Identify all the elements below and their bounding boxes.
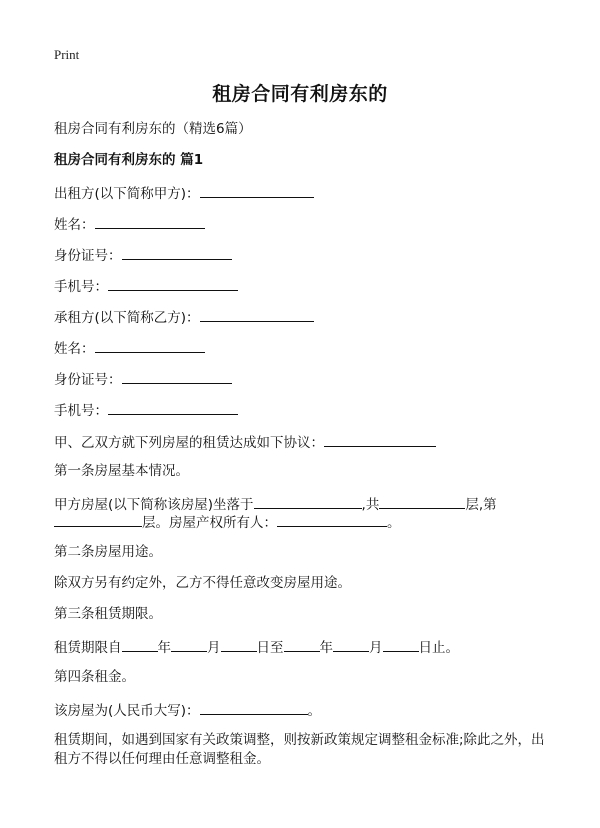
lessor-name-blank[interactable]: [95, 214, 205, 229]
start-month-blank[interactable]: [171, 637, 207, 652]
agreement-blank[interactable]: [324, 432, 436, 447]
lessor-id-line: [54, 245, 232, 265]
lessee-id-blank[interactable]: [122, 369, 232, 384]
lessee-id-label: 身份证号：: [54, 372, 122, 388]
article-4-heading: 第四条租金。: [54, 669, 135, 685]
term-to-label: 日至: [256, 640, 284, 656]
house-owner-label: 层。房屋产权所有人：: [142, 515, 277, 531]
house-owner-blank[interactable]: [277, 512, 387, 527]
article-1-heading: 第一条房屋基本情况。: [54, 463, 189, 479]
lessee-phone-label: 手机号：: [54, 403, 108, 419]
document-title: 租房合同有利房东的: [212, 83, 388, 105]
end-month-blank[interactable]: [333, 637, 369, 652]
house-floor-label: 层,第: [465, 497, 497, 513]
end-year-blank[interactable]: [284, 637, 320, 652]
term-start-label: 租赁期限自: [54, 640, 122, 656]
house-line-1: [54, 494, 497, 514]
lessor-phone-line: [54, 276, 238, 296]
lessee-name-line: [54, 338, 205, 358]
rent-end-mark: 。: [307, 703, 322, 719]
start-year-unit: 年: [157, 640, 171, 656]
house-location-label: 甲方房屋(以下简称该房屋)坐落于: [54, 497, 254, 513]
lessor-phone-blank[interactable]: [108, 276, 238, 291]
lessee-blank[interactable]: [200, 307, 314, 322]
end-year-unit: 年: [319, 640, 333, 656]
lessee-name-label: 姓名：: [54, 341, 95, 357]
lessor-name-label: 姓名：: [54, 217, 95, 233]
house-location-blank[interactable]: [254, 494, 362, 509]
lessor-id-blank[interactable]: [122, 245, 232, 260]
term-end-label: 日止。: [418, 640, 459, 656]
lessor-phone-label: 手机号：: [54, 279, 108, 295]
start-month-unit: 月: [207, 640, 221, 656]
agreement-text: 甲、乙双方就下列房屋的租赁达成如下协议：: [54, 435, 324, 451]
start-year-blank[interactable]: [122, 637, 158, 652]
rent-adjust-paragraph: 租赁期间，如遇到国家有关政策调整，则按新政策规定调整租金标准;除此之外，出租方不得以任何理由任意调整租金。: [54, 732, 545, 767]
document-subtitle: 租房合同有利房东的（精选6篇）: [54, 121, 252, 137]
article-3-heading: 第三条租赁期限。: [54, 606, 162, 622]
lessee-phone-blank[interactable]: [108, 400, 238, 415]
lessee-name-blank[interactable]: [95, 338, 205, 353]
term-line: [54, 637, 459, 657]
rent-label: 该房屋为(人民币大写)：: [54, 703, 200, 719]
lessor-label: 出租方(以下简称甲方)：: [54, 186, 200, 202]
end-month-unit: 月: [369, 640, 383, 656]
agreement-line: [54, 432, 436, 452]
section-heading: 租房合同有利房东的 篇1: [54, 152, 204, 168]
house-line-2: [54, 512, 401, 532]
lessee-line: [54, 307, 314, 327]
lessee-phone-line: [54, 400, 238, 420]
house-floor-blank[interactable]: [54, 512, 142, 527]
lessee-id-line: [54, 369, 232, 389]
end-day-blank[interactable]: [383, 637, 419, 652]
lessor-line: [54, 183, 314, 203]
lessee-label: 承租方(以下简称乙方)：: [54, 310, 200, 326]
house-total-label: ,共: [361, 497, 380, 513]
house-end-mark: 。: [387, 515, 401, 531]
use-text: 除双方另有约定外，乙方不得任意改变房屋用途。: [54, 575, 351, 591]
start-day-blank[interactable]: [221, 637, 257, 652]
rent-line: [54, 700, 321, 720]
rent-amount-blank[interactable]: [200, 700, 308, 715]
article-2-heading: 第二条房屋用途。: [54, 544, 162, 560]
lessor-name-line: [54, 214, 205, 234]
print-label[interactable]: Print: [54, 47, 80, 62]
house-total-floors-blank[interactable]: [379, 494, 465, 509]
lessor-id-label: 身份证号：: [54, 248, 122, 264]
lessor-blank[interactable]: [200, 183, 314, 198]
